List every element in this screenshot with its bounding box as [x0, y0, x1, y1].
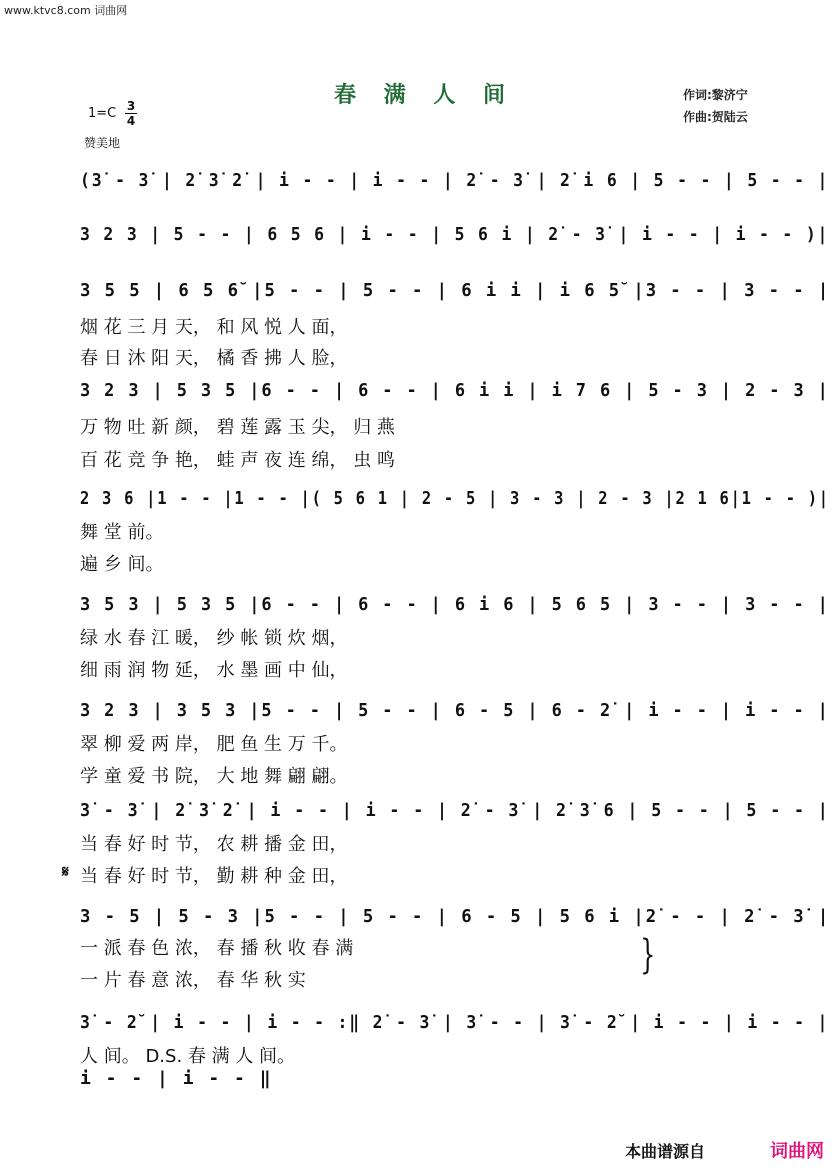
notation-line: 2 3 6 |1 - - |1 - - |( 5 6 1 | 2 - 5 | 3 - 3 | 2 - 3 |2 1 6|1 - - )| — [80, 488, 830, 509]
brace-icon: } — [640, 932, 656, 978]
lyric-line: 一 派 春 色 浓， 春 播 秋 收 春 满 — [80, 938, 354, 959]
lyric-line: 一 片 春 意 浓， 春 华 秋 实 — [80, 970, 306, 991]
lyric-line: 万 物 吐 新 颜， 碧 莲 露 玉 尖， 归 燕 — [80, 417, 395, 438]
lyric-line: 春 日 沐 阳 天， 橘 香 拂 人 脸， — [80, 348, 348, 369]
time-signature-top: 3 — [126, 99, 136, 113]
lyric-line: 遍 乡 间。 — [80, 554, 164, 575]
notation-line: 3 2 3 | 5 3 5 |6 - - | 6 - - | 6 i i | i 7 6 | 5 - 3 | 2 - 3 | — [80, 380, 830, 401]
notation-line: 3 2 3 | 5 - - | 6 5 6 | i - - | 5 6 i | 2̇ - 3̇ | i - - | i - - )| — [80, 224, 830, 245]
site-watermark[interactable]: www.ktvc8.com 词曲网 — [4, 4, 128, 17]
notation-line: 3 5 5 | 6 5 6̆ |5 - - | 5 - - | 6 i i | i 6 5̆ |3 - - | 3 - - | — [80, 280, 831, 301]
segno-sign: 𝄋 — [62, 862, 69, 881]
notation-line: (3̇ - 3̇ | 2̇ 3̇ 2̇ | i - - | i - - | 2̇ - 3̇ | 2̇ i 6 | 5 - - | 5 - - | — [80, 170, 830, 191]
notation-line: 3̇ - 3̇ | 2̇ 3̇ 2̇ | i - - | i - - | 2̇ - 3̇ | 2̇ 3̇ 6 | 5 - - | 5 - - | — [80, 800, 830, 821]
lyric-line: 舞 堂 前。 — [80, 522, 164, 543]
time-signature-bottom: 4 — [126, 114, 136, 128]
notation-line: 3̇ - 2̆ | i - - | i - - :‖ 2̇ - 3̇ | 3̇ - - | 3̇ - 2̆ | i - - | i - - | — [80, 1012, 830, 1033]
lyric-line: 细 雨 润 物 延， 水 墨 画 中 仙， — [80, 660, 348, 681]
lyric-line: 翠 柳 爱 两 岸， 肥 鱼 生 万 千。 — [80, 734, 348, 755]
song-title: 春 满 人 间 — [334, 82, 515, 108]
footer-source: 本曲谱源自 — [625, 1142, 706, 1161]
lyric-line: 当 春 好 时 节， 农 耕 播 金 田， — [80, 834, 348, 855]
key-signature: 1=C — [88, 106, 117, 121]
time-signature — [125, 100, 137, 127]
footer-logo[interactable]: 词曲网 — [770, 1141, 824, 1162]
notation-line: 3 - 5 | 5 - 3 |5 - - | 5 - - | 6 - 5 | 5 6 i |2̇ - - | 2̇ - 3̇ | — [80, 906, 831, 927]
lyric-line: 人 间。 D.S. 春 满 人 间。 — [80, 1046, 296, 1067]
singer-name: 赞美地 — [84, 136, 121, 150]
composer-credit: 作曲:贺陆云 — [683, 110, 748, 124]
lyric-line: 绿 水 春 江 暖， 纱 帐 锁 炊 烟， — [80, 628, 348, 649]
notation-line: 3 5 3 | 5 3 5 |6 - - | 6 - - | 6 i 6 | 5 6 5 | 3 - - | 3 - - | — [80, 594, 830, 615]
notation-line: 3 2 3 | 3 5 3 |5 - - | 5 - - | 6 - 5 | 6 - 2̇ | i - - | i - - | — [80, 700, 830, 721]
lyric-line: 学 童 爱 书 院， 大 地 舞 翩 翩。 — [80, 766, 348, 787]
lyricist-credit: 作词:黎济宁 — [683, 88, 748, 102]
lyric-line: 当 春 好 时 节， 勤 耕 种 金 田， — [80, 866, 348, 887]
lyric-line: 烟 花 三 月 天， 和 风 悦 人 面， — [80, 317, 348, 338]
lyric-line: 百 花 竞 争 艳， 蛙 声 夜 连 绵， 虫 鸣 — [80, 450, 395, 471]
notation-line: i - - | i - - ‖ — [80, 1068, 273, 1089]
